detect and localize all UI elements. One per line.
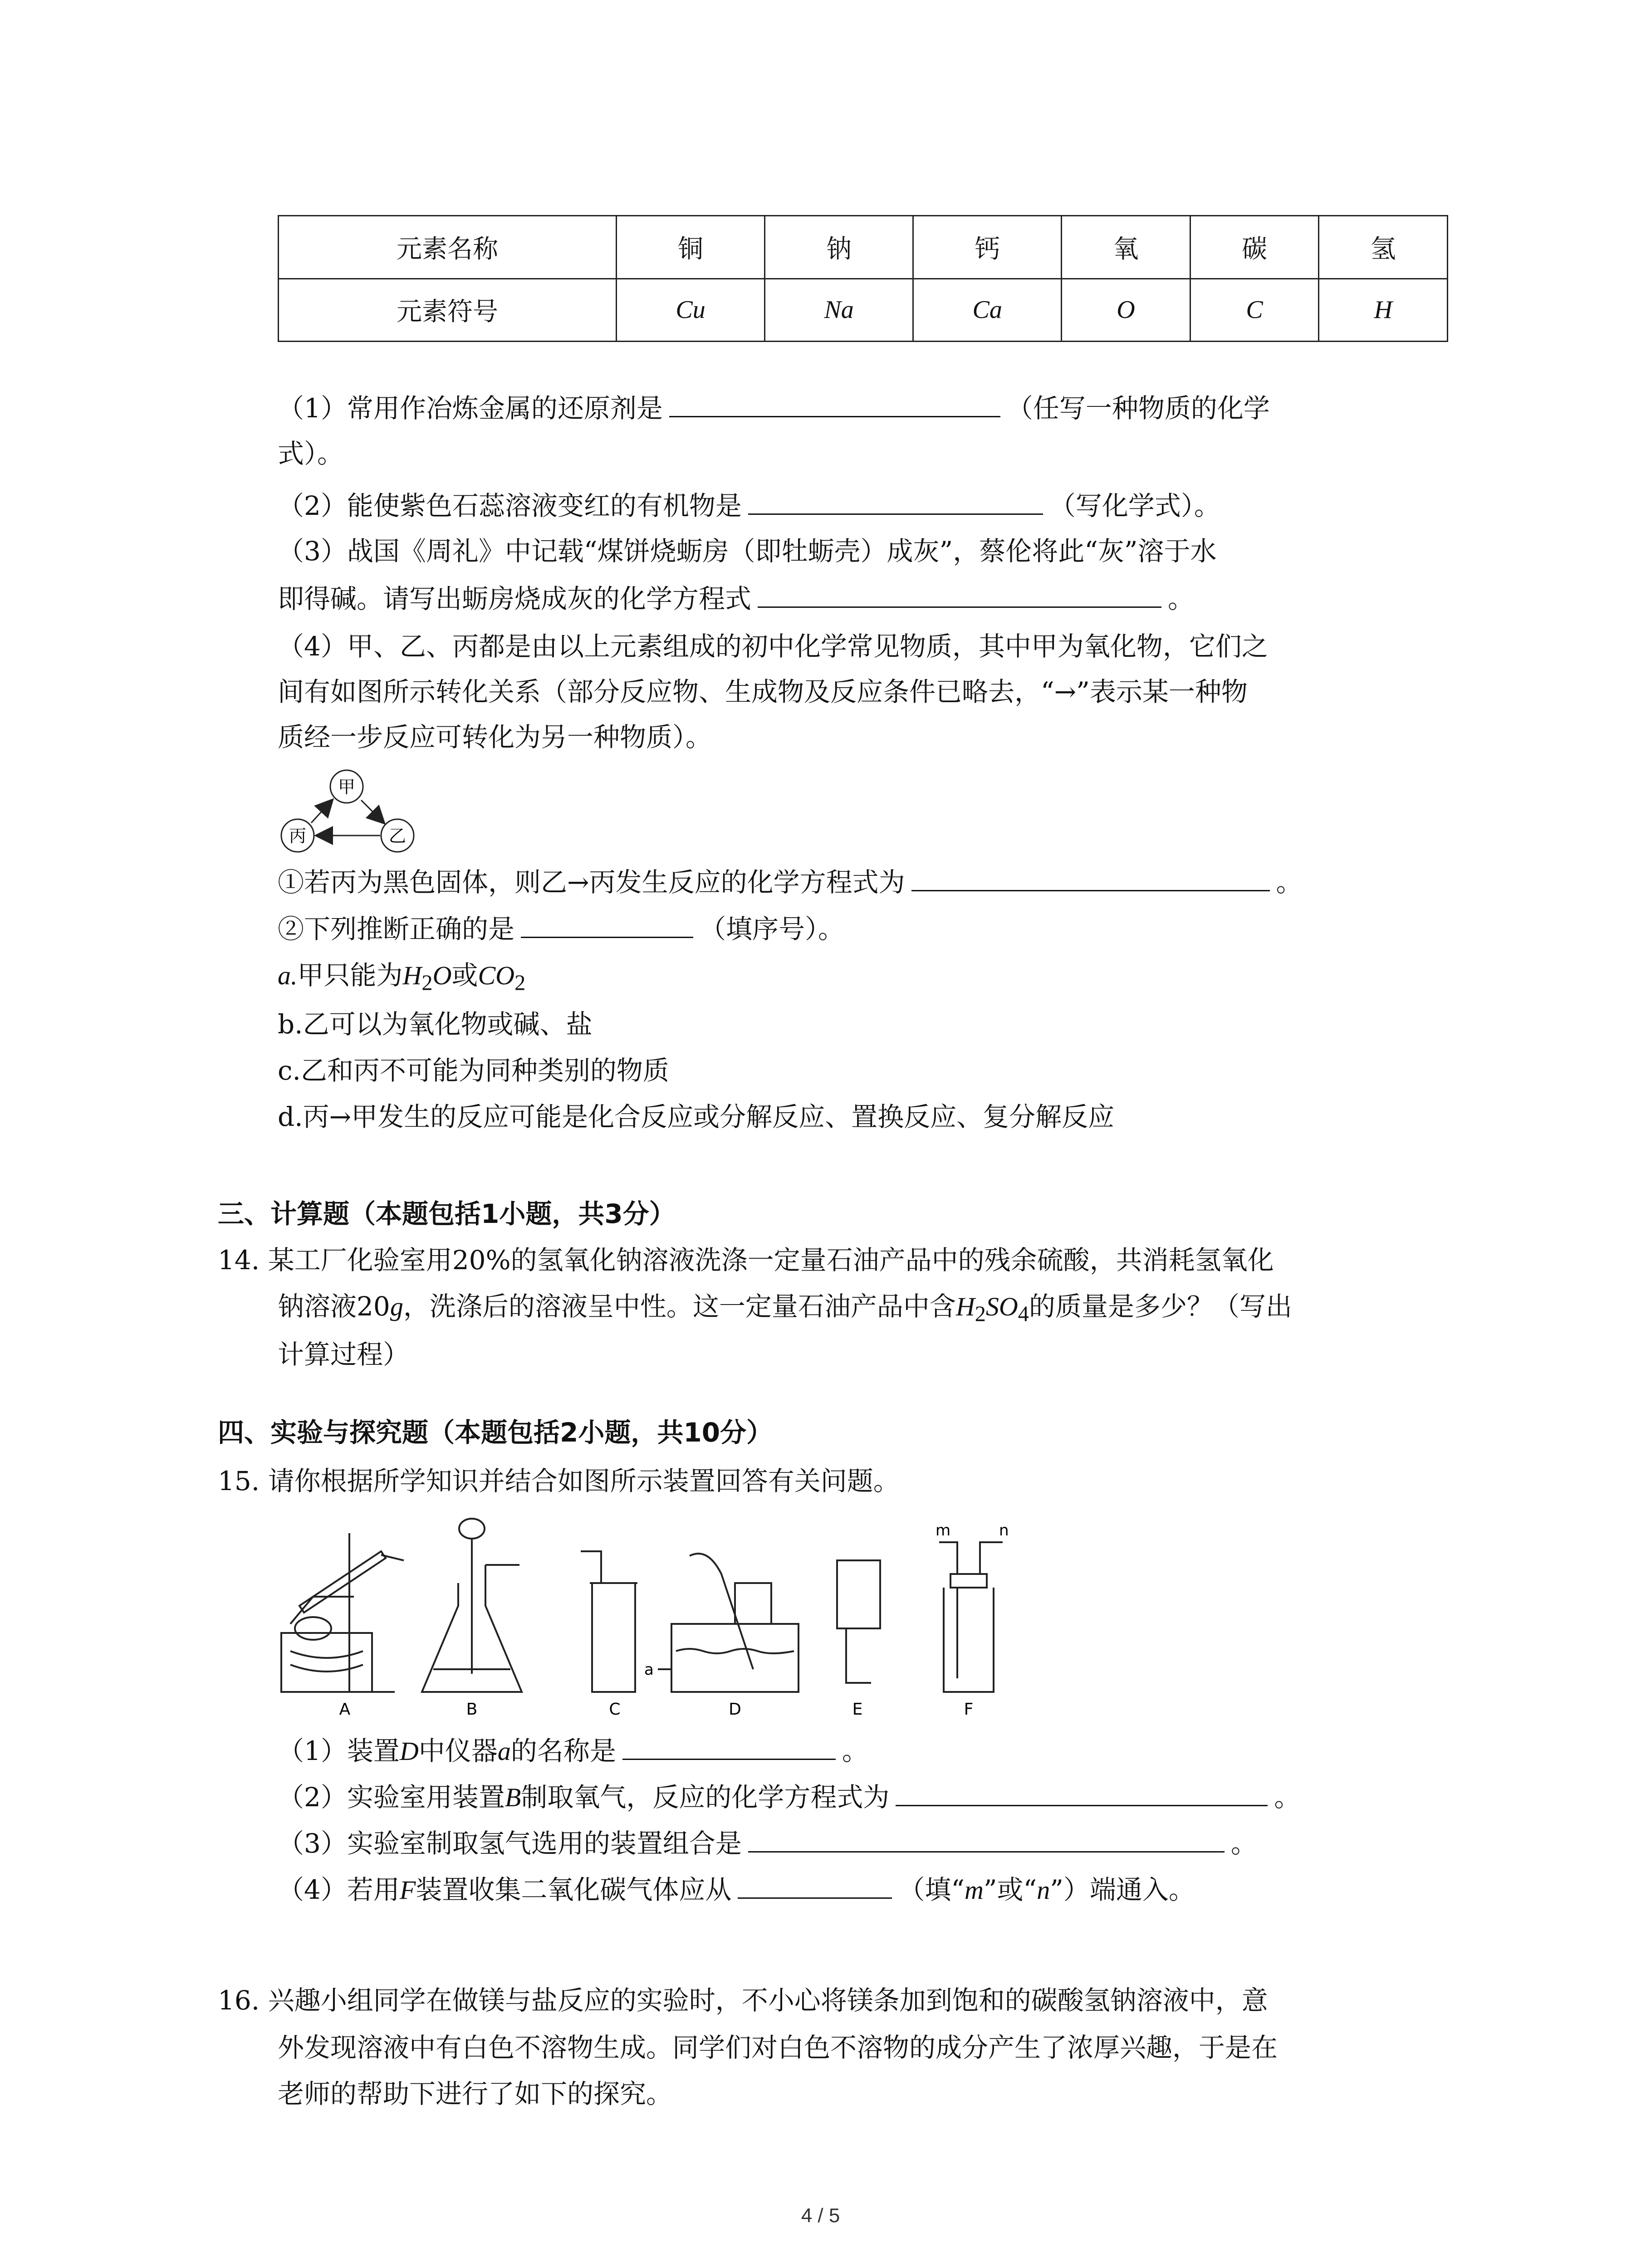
q13-part3-text: 即得碱。请写出蛎房烧成灰的化学方程式 (278, 583, 752, 614)
table-cell: 氢 (1319, 216, 1448, 279)
q15-part1 (278, 1733, 868, 1769)
table-cell: Ca (913, 279, 1062, 342)
q15-text: ”或“ (983, 1874, 1037, 1905)
q15-text: 。 (842, 1735, 868, 1766)
table-cell: H (1319, 279, 1448, 342)
q13-part1-text: （1）常用作冶炼金属的还原剂是 (278, 393, 663, 424)
q13-sub1-text: ①若丙为黑色固体，则乙→丙发生反应的化学方程式为 (278, 867, 905, 898)
table-cell: Cu (617, 279, 765, 342)
q13-part2-text: （2）能使紫色石蕊溶液变红的有机物是 (278, 490, 742, 521)
q15-part4 (278, 1872, 1195, 1908)
answer-blank[interactable] (896, 1779, 1268, 1806)
question-number: 16. (218, 1985, 260, 2016)
apparatus-f (939, 1542, 1003, 1692)
question-number: 14. (218, 1245, 260, 1276)
q13-option-a (278, 957, 525, 1002)
label-m: m (936, 1521, 951, 1540)
q13-part4-line2: 间有如图所示转化关系（部分反应物、生成物及反应条件已略去，“→”表示某一种物 (278, 676, 1248, 707)
var: n (1037, 1875, 1050, 1905)
q15-text: 的名称是 (510, 1735, 616, 1766)
formula: O (432, 961, 452, 990)
q13-part4-line1: （4）甲、乙、丙都是由以上元素组成的初中化学常见物质，其中甲为氧化物，它们之 (278, 631, 1268, 662)
q13-part4-line3: 质经一步反应可转化为另一种物质）。 (278, 722, 712, 753)
answer-blank[interactable] (748, 488, 1043, 515)
q16-line1 (218, 1982, 1268, 2019)
label-C: C (609, 1700, 621, 1719)
answer-blank[interactable] (622, 1733, 836, 1760)
node-yi-label: 乙 (388, 826, 407, 846)
arrow-jia-to-yi (361, 800, 384, 823)
table-cell: 钠 (765, 216, 913, 279)
table-cell: 氧 (1062, 216, 1190, 279)
table-cell: 钙 (913, 216, 1062, 279)
apparatus-figure (272, 1515, 1025, 1719)
apparatus-e (837, 1560, 880, 1683)
q15-part2 (278, 1779, 1300, 1816)
table-header-cell: 元素符号 (279, 279, 617, 342)
var: a (497, 1736, 511, 1766)
question-number: 15. (218, 1466, 260, 1496)
formula: H (955, 1292, 975, 1321)
q14-line1 (218, 1242, 1274, 1278)
q15-text: 制取氧气，反应的化学方程式为 (521, 1782, 890, 1813)
formula: CO (478, 961, 515, 990)
formula-subscript: 4 (1018, 1302, 1029, 1326)
q13-part3-end: 。 (1168, 583, 1195, 614)
q15-text: 中仪器 (418, 1735, 498, 1766)
q13-part3-line2 (278, 581, 1194, 617)
q14-text: 的质量是多少？（写出 (1029, 1291, 1292, 1322)
apparatus-d (658, 1554, 798, 1692)
q15-intro (218, 1463, 900, 1499)
table-row (279, 279, 1448, 342)
label-D: D (729, 1700, 741, 1719)
q15-text: ”）端通入。 (1050, 1874, 1195, 1905)
q16-line2: 外发现溶液中有白色不溶物生成。同学们对白色不溶物的成分产生了浓厚兴趣，于是在 (278, 2032, 1278, 2063)
arrow-bing-to-jia (311, 800, 332, 823)
table-header-cell: 元素名称 (279, 216, 617, 279)
q15-part3 (278, 1825, 1257, 1862)
section-3-title: 三、计算题（本题包括1小题，共3分） (218, 1198, 676, 1229)
answer-blank[interactable] (669, 391, 1000, 417)
q13-sub2-end: （填序号）。 (700, 914, 845, 944)
option-letter: a. (278, 961, 298, 990)
q13-part2 (278, 488, 1220, 524)
answer-blank[interactable] (738, 1872, 892, 1899)
formula-subscript: 2 (514, 971, 526, 995)
var: B (505, 1783, 521, 1812)
label-a: a (644, 1661, 654, 1679)
table-cell: 铜 (617, 216, 765, 279)
table-cell: 碳 (1190, 216, 1319, 279)
q13-option-d: d.丙→甲发生的反应可能是化合反应或分解反应、置换反应、复分解反应 (278, 1101, 1115, 1132)
page-number: 4 / 5 (801, 2204, 840, 2227)
q13-option-c: c.乙和丙不可能为同种类别的物质 (278, 1055, 669, 1086)
unit: g (390, 1292, 403, 1321)
q13-sub1-end: 。 (1276, 867, 1303, 898)
q13-part1-cont: 式）。 (278, 438, 344, 469)
var: D (399, 1736, 419, 1766)
q16-text: 兴趣小组同学在做镁与盐反应的实验时，不小心将镁条加到饱和的碳酸氢钠溶液中，意 (268, 1985, 1268, 2016)
apparatus-a (281, 1533, 404, 1692)
q15-text: 。 (1274, 1782, 1301, 1813)
label-E: E (852, 1700, 863, 1719)
apparatus-b (422, 1519, 522, 1692)
q14-text: 钠溶液20 (278, 1291, 390, 1322)
q15-text: （填“ (898, 1874, 965, 1905)
q15-text: （3）实验室制取氢气选用的装置组合是 (278, 1828, 742, 1859)
q15-text: 请你根据所学知识并结合如图所示装置回答有关问题。 (268, 1466, 900, 1496)
element-table (278, 215, 1448, 342)
q13-part1 (278, 390, 1270, 426)
conversion-diagram (278, 767, 427, 857)
formula: SO (985, 1292, 1018, 1321)
option-text: 或 (451, 960, 478, 991)
q14-text: 某工厂化验室用20%的氢氧化钠溶液洗涤一定量石油产品中的残余硫酸，共消耗氢氧化 (268, 1245, 1274, 1276)
table-row (279, 216, 1448, 279)
table-cell: O (1062, 279, 1190, 342)
label-B: B (466, 1700, 478, 1719)
q13-sub1 (278, 864, 1303, 900)
q15-text: （4）若用 (278, 1874, 400, 1905)
node-jia-label: 甲 (338, 777, 356, 797)
apparatus-c (581, 1551, 637, 1692)
q13-option-b: b.乙可以为氧化物或碱、盐 (278, 1009, 593, 1040)
q13-part1-text2: （任写一种物质的化学 (1006, 393, 1270, 424)
q14-line2 (278, 1288, 1292, 1333)
q14-line3: 计算过程） (278, 1339, 410, 1370)
label-n: n (999, 1521, 1009, 1540)
formula-subscript: 2 (975, 1302, 986, 1326)
q15-text: 。 (1230, 1828, 1257, 1859)
section-4-title: 四、实验与探究题（本题包括2小题，共10分） (218, 1417, 773, 1448)
q15-text: 装置收集二氧化碳气体应从 (416, 1874, 732, 1905)
formula: H (402, 961, 422, 990)
table-cell: Na (765, 279, 913, 342)
answer-blank[interactable] (748, 1826, 1225, 1853)
q15-text: （2）实验室用装置 (278, 1782, 505, 1813)
option-text: 甲只能为 (297, 960, 403, 991)
q15-text: （1）装置 (278, 1735, 400, 1766)
label-F: F (964, 1700, 974, 1719)
answer-blank[interactable] (521, 911, 693, 938)
answer-blank[interactable] (758, 581, 1161, 608)
q13-sub2 (278, 911, 844, 947)
table-cell: C (1190, 279, 1319, 342)
q13-part2-text2: （写化学式）。 (1049, 490, 1220, 521)
var: F (399, 1875, 416, 1905)
node-bing-label: 丙 (289, 826, 307, 846)
q13-part3-line1: （3）战国《周礼》中记载“煤饼烧蛎房（即牡蛎壳）成灰”，蔡伦将此“灰”溶于水 (278, 536, 1217, 567)
answer-blank[interactable] (911, 865, 1270, 891)
q13-sub2-text: ②下列推断正确的是 (278, 914, 515, 944)
formula-subscript: 2 (421, 971, 433, 995)
var: m (965, 1875, 984, 1905)
q16-line3: 老师的帮助下进行了如下的探究。 (278, 2078, 673, 2109)
label-A: A (339, 1700, 351, 1719)
q14-text: ，洗涤后的溶液呈中性。这一定量石油产品中含 (403, 1291, 956, 1322)
